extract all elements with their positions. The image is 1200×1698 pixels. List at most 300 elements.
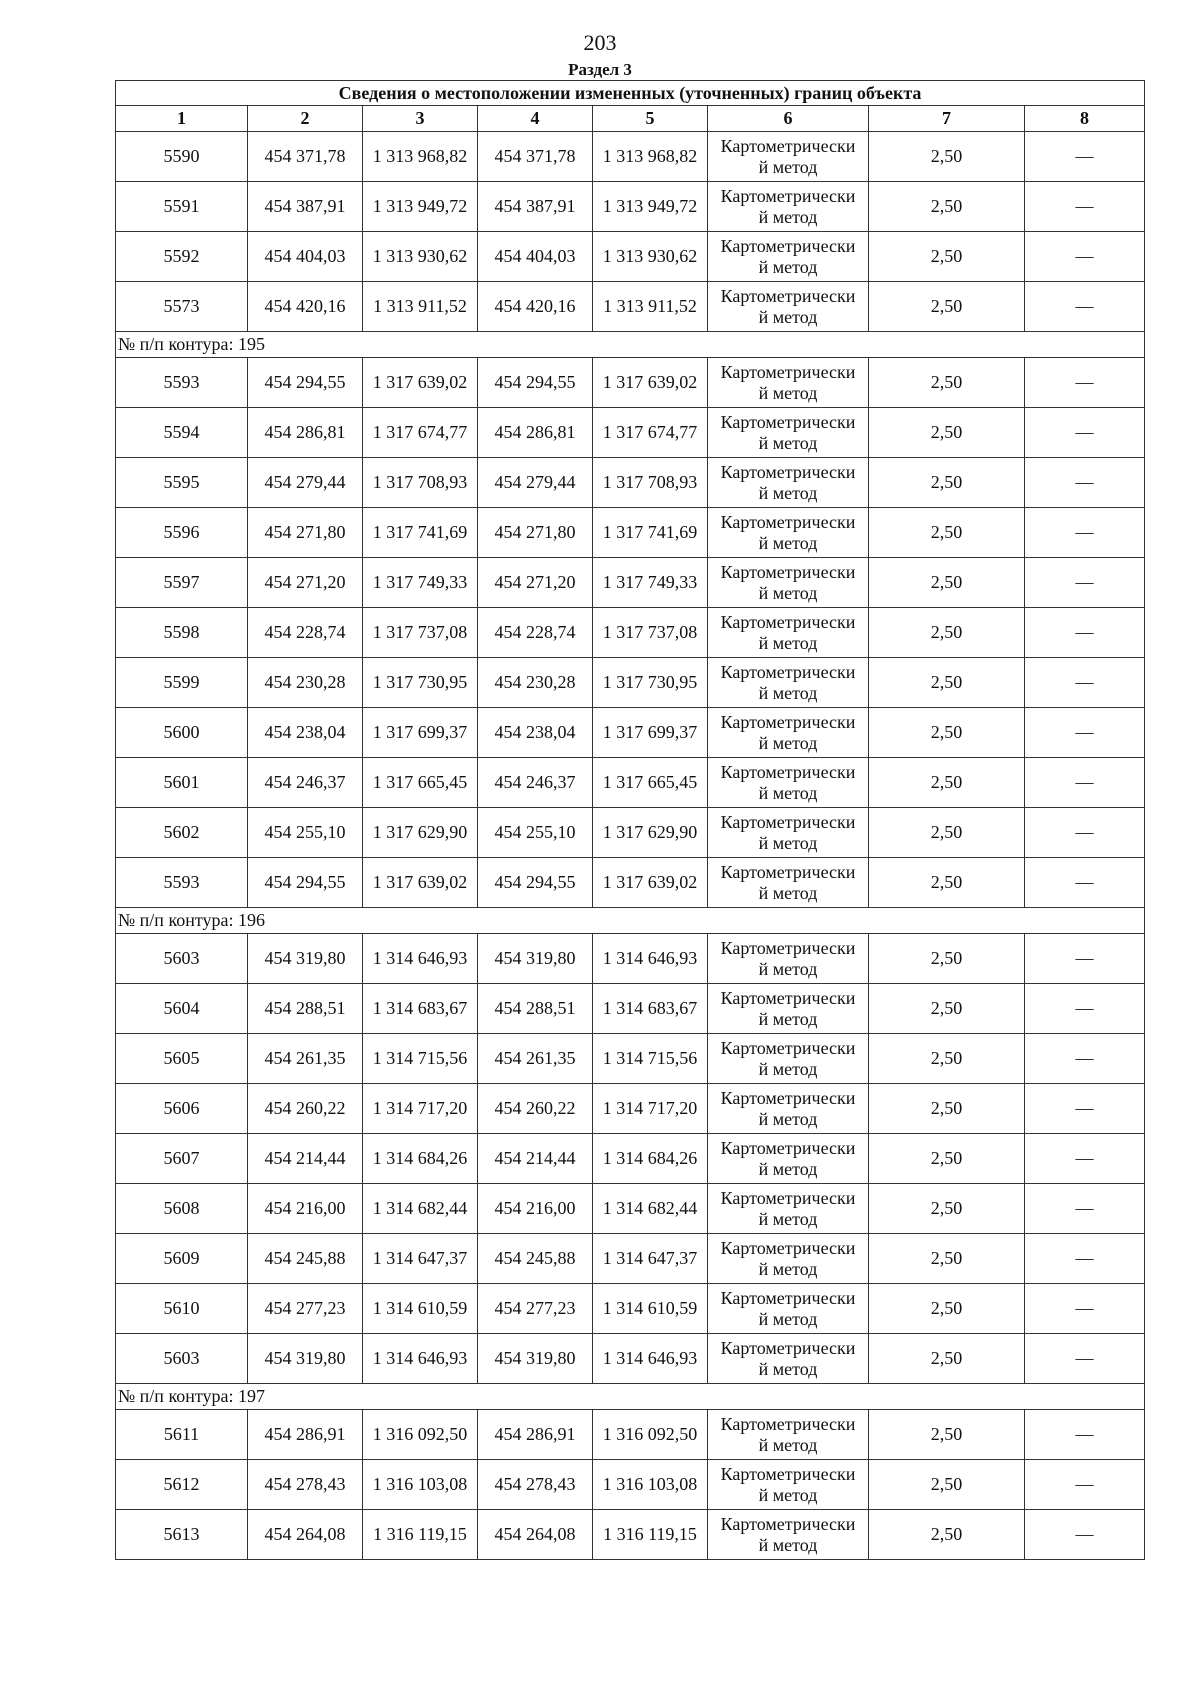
x-coordinate-cell: 454 228,74 bbox=[248, 608, 363, 658]
y-coordinate-cell: 1 316 092,50 bbox=[593, 1410, 708, 1460]
contour-header-row bbox=[116, 908, 1145, 934]
column-number: 8 bbox=[1025, 106, 1145, 132]
empty-mark-cell: — bbox=[1025, 408, 1145, 458]
accuracy-cell: 2,50 bbox=[869, 358, 1025, 408]
x-coordinate-cell: 454 261,35 bbox=[248, 1034, 363, 1084]
y-coordinate-cell: 1 317 730,95 bbox=[363, 658, 478, 708]
method-cell bbox=[708, 708, 869, 758]
y-coordinate-cell: 1 313 911,52 bbox=[593, 282, 708, 332]
accuracy-cell: 2,50 bbox=[869, 1510, 1025, 1560]
empty-mark-cell: — bbox=[1025, 1334, 1145, 1384]
table-row bbox=[116, 1284, 1145, 1334]
table-row bbox=[116, 1334, 1145, 1384]
contour-header-row bbox=[116, 332, 1145, 358]
method-line: Картометрически bbox=[720, 711, 856, 732]
point-number-cell: 5604 bbox=[116, 984, 248, 1034]
point-number-cell: 5600 bbox=[116, 708, 248, 758]
table-row bbox=[116, 408, 1145, 458]
method-cell bbox=[708, 1134, 869, 1184]
y-coordinate-cell: 1 313 930,62 bbox=[363, 232, 478, 282]
empty-mark-cell: — bbox=[1025, 558, 1145, 608]
method-line: й метод bbox=[758, 732, 818, 753]
method-line: Картометрически bbox=[720, 861, 856, 882]
accuracy-cell: 2,50 bbox=[869, 1284, 1025, 1334]
table-row bbox=[116, 1134, 1145, 1184]
table-row bbox=[116, 358, 1145, 408]
method-line: й метод bbox=[758, 1434, 818, 1455]
accuracy-cell: 2,50 bbox=[869, 1084, 1025, 1134]
x-coordinate-cell: 454 228,74 bbox=[478, 608, 593, 658]
method-line: й метод bbox=[758, 1058, 818, 1079]
method-line: й метод bbox=[758, 482, 818, 503]
y-coordinate-cell: 1 314 610,59 bbox=[363, 1284, 478, 1334]
method-line: Картометрически bbox=[720, 611, 856, 632]
point-number-cell: 5593 bbox=[116, 858, 248, 908]
y-coordinate-cell: 1 317 639,02 bbox=[593, 358, 708, 408]
empty-mark-cell: — bbox=[1025, 858, 1145, 908]
x-coordinate-cell: 454 264,08 bbox=[248, 1510, 363, 1560]
method-line: й метод bbox=[758, 256, 818, 277]
x-coordinate-cell: 454 279,44 bbox=[478, 458, 593, 508]
column-number-row bbox=[116, 106, 1145, 132]
empty-mark-cell: — bbox=[1025, 708, 1145, 758]
method-line: й метод bbox=[758, 1484, 818, 1505]
x-coordinate-cell: 454 279,44 bbox=[248, 458, 363, 508]
empty-mark-cell: — bbox=[1025, 1460, 1145, 1510]
accuracy-cell: 2,50 bbox=[869, 708, 1025, 758]
empty-mark-cell: — bbox=[1025, 282, 1145, 332]
empty-mark-cell: — bbox=[1025, 658, 1145, 708]
y-coordinate-cell: 1 317 708,93 bbox=[363, 458, 478, 508]
y-coordinate-cell: 1 317 629,90 bbox=[593, 808, 708, 858]
method-line: й метод bbox=[758, 832, 818, 853]
x-coordinate-cell: 454 277,23 bbox=[248, 1284, 363, 1334]
x-coordinate-cell: 454 214,44 bbox=[248, 1134, 363, 1184]
table-row bbox=[116, 708, 1145, 758]
method-line: й метод bbox=[758, 1258, 818, 1279]
method-line: й метод bbox=[758, 1008, 818, 1029]
accuracy-cell: 2,50 bbox=[869, 658, 1025, 708]
method-line: й метод bbox=[758, 1108, 818, 1129]
accuracy-cell: 2,50 bbox=[869, 758, 1025, 808]
x-coordinate-cell: 454 420,16 bbox=[248, 282, 363, 332]
table-row bbox=[116, 1460, 1145, 1510]
table-row bbox=[116, 282, 1145, 332]
y-coordinate-cell: 1 314 610,59 bbox=[593, 1284, 708, 1334]
y-coordinate-cell: 1 317 699,37 bbox=[593, 708, 708, 758]
x-coordinate-cell: 454 286,91 bbox=[248, 1410, 363, 1460]
table-row bbox=[116, 608, 1145, 658]
method-cell bbox=[708, 858, 869, 908]
x-coordinate-cell: 454 214,44 bbox=[478, 1134, 593, 1184]
y-coordinate-cell: 1 314 684,26 bbox=[363, 1134, 478, 1184]
table-row bbox=[116, 858, 1145, 908]
table-row bbox=[116, 132, 1145, 182]
table-row bbox=[116, 508, 1145, 558]
method-line: й метод bbox=[758, 582, 818, 603]
contour-header-row bbox=[116, 1384, 1145, 1410]
x-coordinate-cell: 454 271,20 bbox=[478, 558, 593, 608]
method-cell bbox=[708, 608, 869, 658]
method-line: й метод bbox=[758, 532, 818, 553]
table-row bbox=[116, 1410, 1145, 1460]
method-line: й метод bbox=[758, 1208, 818, 1229]
table-row bbox=[116, 758, 1145, 808]
method-line: Картометрически bbox=[720, 811, 856, 832]
accuracy-cell: 2,50 bbox=[869, 934, 1025, 984]
y-coordinate-cell: 1 313 968,82 bbox=[363, 132, 478, 182]
method-line: й метод bbox=[758, 882, 818, 903]
point-number-cell: 5599 bbox=[116, 658, 248, 708]
column-number: 1 bbox=[116, 106, 248, 132]
x-coordinate-cell: 454 294,55 bbox=[248, 858, 363, 908]
y-coordinate-cell: 1 317 639,02 bbox=[593, 858, 708, 908]
table-caption: Сведения о местоположении измененных (уточненных) границ объекта bbox=[116, 81, 1145, 106]
y-coordinate-cell: 1 317 699,37 bbox=[363, 708, 478, 758]
x-coordinate-cell: 454 278,43 bbox=[478, 1460, 593, 1510]
point-number-cell: 5593 bbox=[116, 358, 248, 408]
x-coordinate-cell: 454 278,43 bbox=[248, 1460, 363, 1510]
point-number-cell: 5610 bbox=[116, 1284, 248, 1334]
y-coordinate-cell: 1 317 665,45 bbox=[593, 758, 708, 808]
method-line: й метод bbox=[758, 206, 818, 227]
x-coordinate-cell: 454 294,55 bbox=[478, 358, 593, 408]
empty-mark-cell: — bbox=[1025, 608, 1145, 658]
table-row bbox=[116, 1184, 1145, 1234]
point-number-cell: 5595 bbox=[116, 458, 248, 508]
empty-mark-cell: — bbox=[1025, 132, 1145, 182]
method-line: Картометрически bbox=[720, 285, 856, 306]
method-line: Картометрически bbox=[720, 1187, 856, 1208]
method-line: й метод bbox=[758, 1308, 818, 1329]
point-number-cell: 5609 bbox=[116, 1234, 248, 1284]
x-coordinate-cell: 454 271,80 bbox=[248, 508, 363, 558]
method-cell bbox=[708, 984, 869, 1034]
x-coordinate-cell: 454 387,91 bbox=[248, 182, 363, 232]
point-number-cell: 5601 bbox=[116, 758, 248, 808]
method-line: Картометрически bbox=[720, 1513, 856, 1534]
table-row bbox=[116, 934, 1145, 984]
empty-mark-cell: — bbox=[1025, 1284, 1145, 1334]
x-coordinate-cell: 454 420,16 bbox=[478, 282, 593, 332]
x-coordinate-cell: 454 238,04 bbox=[248, 708, 363, 758]
x-coordinate-cell: 454 271,20 bbox=[248, 558, 363, 608]
y-coordinate-cell: 1 316 092,50 bbox=[363, 1410, 478, 1460]
x-coordinate-cell: 454 371,78 bbox=[478, 132, 593, 182]
table-row bbox=[116, 1234, 1145, 1284]
x-coordinate-cell: 454 371,78 bbox=[248, 132, 363, 182]
point-number-cell: 5611 bbox=[116, 1410, 248, 1460]
point-number-cell: 5603 bbox=[116, 934, 248, 984]
table-row bbox=[116, 232, 1145, 282]
y-coordinate-cell: 1 317 749,33 bbox=[593, 558, 708, 608]
y-coordinate-cell: 1 313 930,62 bbox=[593, 232, 708, 282]
method-line: й метод bbox=[758, 632, 818, 653]
y-coordinate-cell: 1 314 646,93 bbox=[363, 1334, 478, 1384]
x-coordinate-cell: 454 260,22 bbox=[248, 1084, 363, 1134]
accuracy-cell: 2,50 bbox=[869, 458, 1025, 508]
method-cell bbox=[708, 1084, 869, 1134]
x-coordinate-cell: 454 294,55 bbox=[248, 358, 363, 408]
method-cell bbox=[708, 1034, 869, 1084]
y-coordinate-cell: 1 317 737,08 bbox=[363, 608, 478, 658]
accuracy-cell: 2,50 bbox=[869, 132, 1025, 182]
page-number: 203 bbox=[583, 30, 617, 55]
accuracy-cell: 2,50 bbox=[869, 1234, 1025, 1284]
point-number-cell: 5612 bbox=[116, 1460, 248, 1510]
y-coordinate-cell: 1 317 737,08 bbox=[593, 608, 708, 658]
x-coordinate-cell: 454 246,37 bbox=[478, 758, 593, 808]
method-line: й метод bbox=[758, 382, 818, 403]
x-coordinate-cell: 454 245,88 bbox=[478, 1234, 593, 1284]
method-line: Картометрически bbox=[720, 1413, 856, 1434]
column-number: 5 bbox=[593, 106, 708, 132]
accuracy-cell: 2,50 bbox=[869, 232, 1025, 282]
point-number-cell: 5594 bbox=[116, 408, 248, 458]
y-coordinate-cell: 1 314 717,20 bbox=[363, 1084, 478, 1134]
x-coordinate-cell: 454 230,28 bbox=[478, 658, 593, 708]
method-line: й метод bbox=[758, 682, 818, 703]
y-coordinate-cell: 1 314 646,93 bbox=[593, 1334, 708, 1384]
empty-mark-cell: — bbox=[1025, 358, 1145, 408]
method-line: Картометрически bbox=[720, 461, 856, 482]
empty-mark-cell: — bbox=[1025, 458, 1145, 508]
column-number: 3 bbox=[363, 106, 478, 132]
y-coordinate-cell: 1 314 646,93 bbox=[593, 934, 708, 984]
y-coordinate-cell: 1 317 639,02 bbox=[363, 358, 478, 408]
method-line: Картометрически bbox=[720, 1337, 856, 1358]
method-cell bbox=[708, 282, 869, 332]
x-coordinate-cell: 454 238,04 bbox=[478, 708, 593, 758]
accuracy-cell: 2,50 bbox=[869, 1034, 1025, 1084]
table-row bbox=[116, 808, 1145, 858]
y-coordinate-cell: 1 314 647,37 bbox=[593, 1234, 708, 1284]
point-number-cell: 5606 bbox=[116, 1084, 248, 1134]
empty-mark-cell: — bbox=[1025, 182, 1145, 232]
x-coordinate-cell: 454 255,10 bbox=[478, 808, 593, 858]
y-coordinate-cell: 1 317 629,90 bbox=[363, 808, 478, 858]
x-coordinate-cell: 454 286,81 bbox=[248, 408, 363, 458]
table-row bbox=[116, 658, 1145, 708]
accuracy-cell: 2,50 bbox=[869, 1410, 1025, 1460]
accuracy-cell: 2,50 bbox=[869, 1134, 1025, 1184]
method-line: й метод bbox=[758, 958, 818, 979]
y-coordinate-cell: 1 314 646,93 bbox=[363, 934, 478, 984]
x-coordinate-cell: 454 277,23 bbox=[478, 1284, 593, 1334]
x-coordinate-cell: 454 216,00 bbox=[248, 1184, 363, 1234]
x-coordinate-cell: 454 216,00 bbox=[478, 1184, 593, 1234]
method-cell bbox=[708, 132, 869, 182]
method-cell bbox=[708, 558, 869, 608]
x-coordinate-cell: 454 319,80 bbox=[478, 934, 593, 984]
x-coordinate-cell: 454 260,22 bbox=[478, 1084, 593, 1134]
point-number-cell: 5591 bbox=[116, 182, 248, 232]
contour-label: № п/п контура: 195 bbox=[116, 332, 1145, 358]
method-cell bbox=[708, 1284, 869, 1334]
empty-mark-cell: — bbox=[1025, 1134, 1145, 1184]
method-line: Картометрически bbox=[720, 361, 856, 382]
accuracy-cell: 2,50 bbox=[869, 282, 1025, 332]
point-number-cell: 5597 bbox=[116, 558, 248, 608]
method-cell bbox=[708, 358, 869, 408]
column-number: 4 bbox=[478, 106, 593, 132]
y-coordinate-cell: 1 313 911,52 bbox=[363, 282, 478, 332]
x-coordinate-cell: 454 404,03 bbox=[248, 232, 363, 282]
method-line: й метод bbox=[758, 1534, 818, 1555]
accuracy-cell: 2,50 bbox=[869, 608, 1025, 658]
x-coordinate-cell: 454 319,80 bbox=[248, 934, 363, 984]
table-row bbox=[116, 1034, 1145, 1084]
x-coordinate-cell: 454 319,80 bbox=[248, 1334, 363, 1384]
column-number: 6 bbox=[708, 106, 869, 132]
column-number: 2 bbox=[248, 106, 363, 132]
method-cell bbox=[708, 458, 869, 508]
empty-mark-cell: — bbox=[1025, 1410, 1145, 1460]
point-number-cell: 5607 bbox=[116, 1134, 248, 1184]
empty-mark-cell: — bbox=[1025, 1234, 1145, 1284]
empty-mark-cell: — bbox=[1025, 1034, 1145, 1084]
y-coordinate-cell: 1 314 647,37 bbox=[363, 1234, 478, 1284]
x-coordinate-cell: 454 255,10 bbox=[248, 808, 363, 858]
x-coordinate-cell: 454 264,08 bbox=[478, 1510, 593, 1560]
table-row bbox=[116, 1510, 1145, 1560]
x-coordinate-cell: 454 404,03 bbox=[478, 232, 593, 282]
y-coordinate-cell: 1 313 968,82 bbox=[593, 132, 708, 182]
x-coordinate-cell: 454 245,88 bbox=[248, 1234, 363, 1284]
accuracy-cell: 2,50 bbox=[869, 1460, 1025, 1510]
x-coordinate-cell: 454 230,28 bbox=[248, 658, 363, 708]
method-line: Картометрически bbox=[720, 1087, 856, 1108]
method-line: Картометрически bbox=[720, 561, 856, 582]
contour-label: № п/п контура: 197 bbox=[116, 1384, 1145, 1410]
method-cell bbox=[708, 182, 869, 232]
empty-mark-cell: — bbox=[1025, 232, 1145, 282]
method-line: Картометрически bbox=[720, 135, 856, 156]
empty-mark-cell: — bbox=[1025, 1510, 1145, 1560]
y-coordinate-cell: 1 316 103,08 bbox=[593, 1460, 708, 1510]
accuracy-cell: 2,50 bbox=[869, 808, 1025, 858]
table-row bbox=[116, 1084, 1145, 1134]
method-line: й метод bbox=[758, 1358, 818, 1379]
y-coordinate-cell: 1 317 741,69 bbox=[593, 508, 708, 558]
method-line: Картометрически bbox=[720, 411, 856, 432]
y-coordinate-cell: 1 313 949,72 bbox=[593, 182, 708, 232]
method-line: й метод bbox=[758, 156, 818, 177]
method-cell bbox=[708, 1234, 869, 1284]
method-line: Картометрически bbox=[720, 235, 856, 256]
y-coordinate-cell: 1 313 949,72 bbox=[363, 182, 478, 232]
method-cell bbox=[708, 808, 869, 858]
x-coordinate-cell: 454 246,37 bbox=[248, 758, 363, 808]
point-number-cell: 5598 bbox=[116, 608, 248, 658]
y-coordinate-cell: 1 317 708,93 bbox=[593, 458, 708, 508]
method-line: Картометрически bbox=[720, 1287, 856, 1308]
x-coordinate-cell: 454 387,91 bbox=[478, 182, 593, 232]
empty-mark-cell: — bbox=[1025, 984, 1145, 1034]
method-line: й метод bbox=[758, 782, 818, 803]
accuracy-cell: 2,50 bbox=[869, 858, 1025, 908]
method-line: Картометрически bbox=[720, 937, 856, 958]
accuracy-cell: 2,50 bbox=[869, 182, 1025, 232]
table-row bbox=[116, 182, 1145, 232]
method-line: Картометрически bbox=[720, 1137, 856, 1158]
method-cell bbox=[708, 508, 869, 558]
empty-mark-cell: — bbox=[1025, 1184, 1145, 1234]
empty-mark-cell: — bbox=[1025, 934, 1145, 984]
x-coordinate-cell: 454 319,80 bbox=[478, 1334, 593, 1384]
boundary-coordinates-table bbox=[115, 80, 1145, 1560]
table-row bbox=[116, 458, 1145, 508]
column-number: 7 bbox=[869, 106, 1025, 132]
y-coordinate-cell: 1 314 717,20 bbox=[593, 1084, 708, 1134]
method-line: й метод bbox=[758, 1158, 818, 1179]
method-line: Картометрически bbox=[720, 661, 856, 682]
empty-mark-cell: — bbox=[1025, 1084, 1145, 1134]
accuracy-cell: 2,50 bbox=[869, 984, 1025, 1034]
x-coordinate-cell: 454 286,81 bbox=[478, 408, 593, 458]
method-line: Картометрически bbox=[720, 1237, 856, 1258]
empty-mark-cell: — bbox=[1025, 808, 1145, 858]
table-caption-row bbox=[116, 81, 1145, 106]
method-cell bbox=[708, 758, 869, 808]
empty-mark-cell: — bbox=[1025, 508, 1145, 558]
method-cell bbox=[708, 1510, 869, 1560]
x-coordinate-cell: 454 288,51 bbox=[248, 984, 363, 1034]
section-title: Раздел 3 bbox=[568, 60, 632, 79]
accuracy-cell: 2,50 bbox=[869, 558, 1025, 608]
point-number-cell: 5605 bbox=[116, 1034, 248, 1084]
y-coordinate-cell: 1 316 103,08 bbox=[363, 1460, 478, 1510]
accuracy-cell: 2,50 bbox=[869, 508, 1025, 558]
point-number-cell: 5596 bbox=[116, 508, 248, 558]
empty-mark-cell: — bbox=[1025, 758, 1145, 808]
method-cell bbox=[708, 232, 869, 282]
table-row bbox=[116, 984, 1145, 1034]
method-cell bbox=[708, 1184, 869, 1234]
x-coordinate-cell: 454 294,55 bbox=[478, 858, 593, 908]
point-number-cell: 5608 bbox=[116, 1184, 248, 1234]
y-coordinate-cell: 1 314 715,56 bbox=[593, 1034, 708, 1084]
y-coordinate-cell: 1 317 741,69 bbox=[363, 508, 478, 558]
y-coordinate-cell: 1 317 674,77 bbox=[363, 408, 478, 458]
y-coordinate-cell: 1 316 119,15 bbox=[363, 1510, 478, 1560]
x-coordinate-cell: 454 261,35 bbox=[478, 1034, 593, 1084]
method-cell bbox=[708, 658, 869, 708]
y-coordinate-cell: 1 317 730,95 bbox=[593, 658, 708, 708]
point-number-cell: 5613 bbox=[116, 1510, 248, 1560]
accuracy-cell: 2,50 bbox=[869, 1184, 1025, 1234]
method-cell bbox=[708, 1410, 869, 1460]
point-number-cell: 5603 bbox=[116, 1334, 248, 1384]
point-number-cell: 5602 bbox=[116, 808, 248, 858]
y-coordinate-cell: 1 317 665,45 bbox=[363, 758, 478, 808]
y-coordinate-cell: 1 314 683,67 bbox=[593, 984, 708, 1034]
method-line: й метод bbox=[758, 432, 818, 453]
method-cell bbox=[708, 1334, 869, 1384]
table-row bbox=[116, 558, 1145, 608]
method-line: Картометрически bbox=[720, 987, 856, 1008]
method-cell bbox=[708, 408, 869, 458]
y-coordinate-cell: 1 314 683,67 bbox=[363, 984, 478, 1034]
method-line: Картометрически bbox=[720, 761, 856, 782]
method-line: Картометрически bbox=[720, 511, 856, 532]
y-coordinate-cell: 1 317 674,77 bbox=[593, 408, 708, 458]
x-coordinate-cell: 454 271,80 bbox=[478, 508, 593, 558]
y-coordinate-cell: 1 316 119,15 bbox=[593, 1510, 708, 1560]
accuracy-cell: 2,50 bbox=[869, 1334, 1025, 1384]
y-coordinate-cell: 1 317 749,33 bbox=[363, 558, 478, 608]
y-coordinate-cell: 1 317 639,02 bbox=[363, 858, 478, 908]
